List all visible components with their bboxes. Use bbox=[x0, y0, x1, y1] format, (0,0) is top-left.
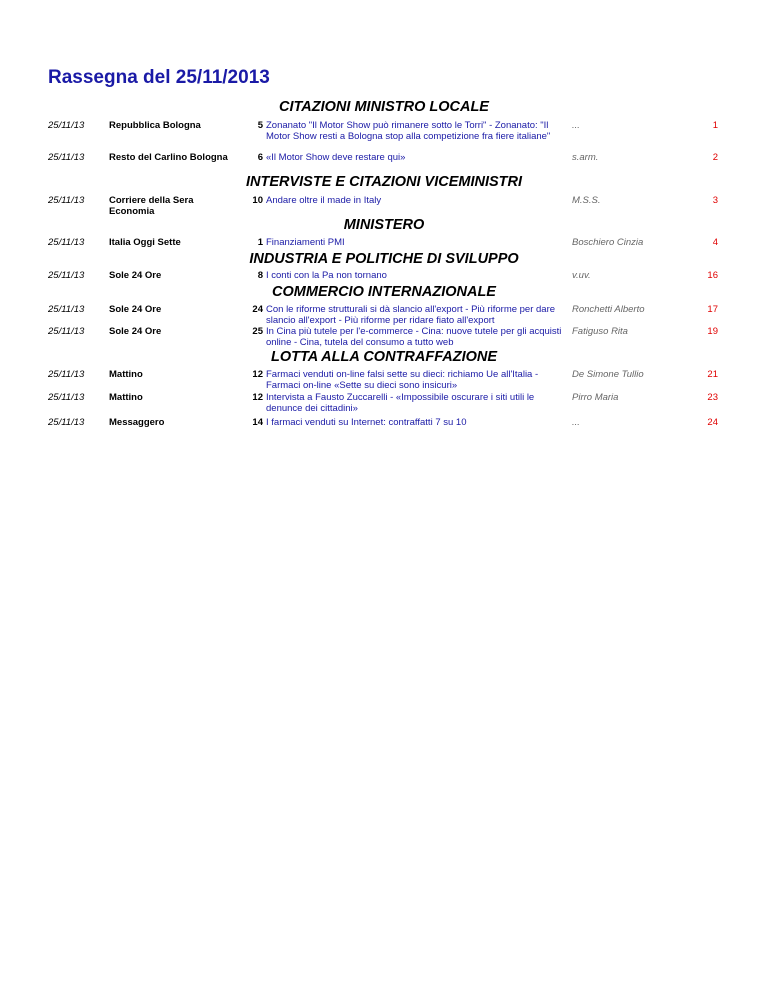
article-source: Sole 24 Ore bbox=[109, 270, 162, 281]
article-page: 25 bbox=[252, 326, 263, 337]
article-number: 23 bbox=[707, 392, 718, 403]
section-heading: MINISTERO bbox=[343, 217, 425, 233]
article-page: 14 bbox=[252, 417, 263, 428]
article-number: 2 bbox=[712, 152, 718, 163]
article-author: M.S.S. bbox=[572, 195, 601, 206]
page-title: Rassegna del 25/11/2013 bbox=[48, 67, 270, 88]
article-source: Sole 24 Ore bbox=[109, 304, 162, 315]
section-heading: COMMERCIO INTERNAZIONALE bbox=[272, 284, 496, 300]
article-title-link[interactable]: Zonanato "Il Motor Show può rimanere sotto le Torri" - Zonanato: "Il Motor Show resti a Bologna stop alla competizione fra fiere italiane" bbox=[266, 120, 551, 142]
article-source: Repubblica Bologna bbox=[109, 120, 201, 131]
article-page: 12 bbox=[252, 369, 263, 380]
article-date: 25/11/13 bbox=[48, 326, 85, 337]
article-date: 25/11/13 bbox=[48, 369, 85, 380]
article-source: Messaggero bbox=[109, 417, 165, 428]
article-source: Mattino bbox=[109, 369, 143, 380]
article-page: 6 bbox=[257, 152, 263, 163]
article-number: 24 bbox=[707, 417, 718, 428]
article-source: Italia Oggi Sette bbox=[109, 237, 181, 248]
section-heading: INDUSTRIA E POLITICHE DI SVILUPPO bbox=[249, 251, 519, 267]
article-title-link[interactable]: Con le riforme strutturali si dà slancio all'export - Più riforme per dare slancio all'export - Più riforme per ridare fiato all'export bbox=[266, 304, 556, 326]
article-date: 25/11/13 bbox=[48, 120, 85, 131]
article-author: ... bbox=[572, 120, 580, 131]
article-title-link[interactable]: I farmaci venduti su Internet: contraffatti 7 su 10 bbox=[266, 417, 467, 428]
article-number: 4 bbox=[712, 237, 718, 248]
article-page: 8 bbox=[257, 270, 263, 281]
article-title-link[interactable]: Andare oltre il made in Italy bbox=[266, 195, 382, 206]
article-date: 25/11/13 bbox=[48, 152, 85, 163]
article-page: 12 bbox=[252, 392, 263, 403]
article-page: 24 bbox=[252, 304, 263, 315]
article-author: De Simone Tullio bbox=[572, 369, 644, 380]
article-source: Mattino bbox=[109, 392, 143, 403]
article-page: 5 bbox=[257, 120, 263, 131]
article-title-link[interactable]: Finanziamenti PMI bbox=[266, 237, 345, 248]
article-date: 25/11/13 bbox=[48, 195, 85, 206]
article-date: 25/11/13 bbox=[48, 237, 85, 248]
article-title-link[interactable]: I conti con la Pa non tornano bbox=[266, 270, 387, 281]
article-number: 21 bbox=[707, 369, 718, 380]
article-source: Sole 24 Ore bbox=[109, 326, 162, 337]
article-date: 25/11/13 bbox=[48, 304, 85, 315]
article-author: Boschiero Cinzia bbox=[572, 237, 644, 248]
article-source: Resto del Carlino Bologna bbox=[109, 152, 228, 163]
article-author: Pirro Maria bbox=[572, 392, 619, 403]
article-author: Fatiguso Rita bbox=[572, 326, 628, 337]
article-author: ... bbox=[572, 417, 580, 428]
section-heading: CITAZIONI MINISTRO LOCALE bbox=[279, 99, 489, 115]
article-date: 25/11/13 bbox=[48, 270, 85, 281]
article-author: v.uv. bbox=[572, 270, 591, 281]
article-title-link[interactable]: In Cina più tutele per l'e-commerce - Cina: nuove tutele per gli acquisti online - Cina, tutela del consumo a tutto web bbox=[266, 326, 562, 348]
article-author: s.arm. bbox=[572, 152, 599, 163]
article-date: 25/11/13 bbox=[48, 392, 85, 403]
article-page: 10 bbox=[252, 195, 263, 206]
article-page: 1 bbox=[257, 237, 263, 248]
article-number: 17 bbox=[707, 304, 718, 315]
article-number: 1 bbox=[712, 120, 718, 131]
article-title-link[interactable]: Farmaci venduti on-line falsi sette su dieci: richiamo Ue all'Italia - Farmaci on-line «Sette su dieci sono insicuri» bbox=[266, 369, 539, 391]
article-date: 25/11/13 bbox=[48, 417, 85, 428]
article-title-link[interactable]: «Il Motor Show deve restare qui» bbox=[266, 152, 406, 163]
section-heading: INTERVISTE E CITAZIONI VICEMINISTRI bbox=[245, 174, 523, 190]
article-number: 3 bbox=[712, 195, 718, 206]
article-source: Corriere della Sera Economia bbox=[109, 195, 194, 217]
article-number: 19 bbox=[707, 326, 718, 337]
section-heading: LOTTA ALLA CONTRAFFAZIONE bbox=[270, 349, 498, 365]
article-author: Ronchetti Alberto bbox=[572, 304, 645, 315]
article-number: 16 bbox=[707, 270, 718, 281]
article-title-link[interactable]: Intervista a Fausto Zuccarelli - «Impossibile oscurare i siti utili le denunce dei cittadini» bbox=[266, 392, 535, 414]
